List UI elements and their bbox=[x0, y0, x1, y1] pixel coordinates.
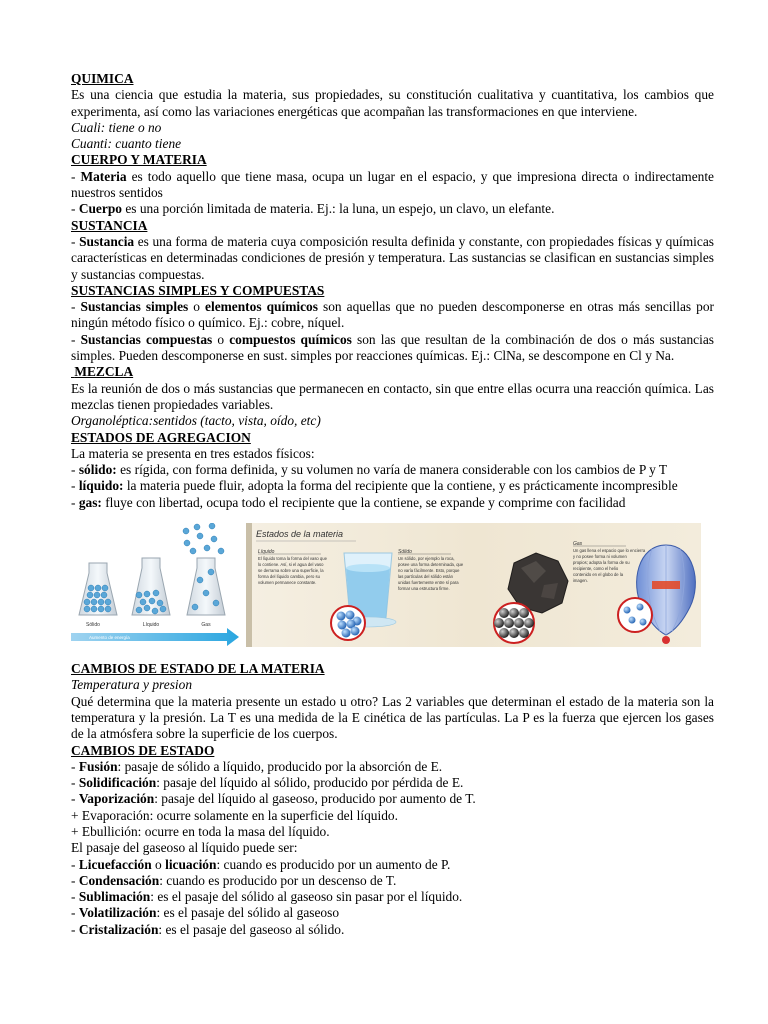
materia-definition: - Materia es todo aquello que tiene masa, ocupa un lugar en el espacio, y que impresiona directa o indirectamente nuestros sentidos bbox=[71, 168, 714, 201]
item-vaporizacion: - Vaporización: pasaje del líquido al gaseoso, producido por aumento de T. bbox=[71, 791, 476, 807]
item-sublimacion: - Sublimación: es el pasaje del sólido al gaseoso sin pasar por el líquido. bbox=[71, 889, 463, 905]
cristalizacion-text: : es el pasaje del gaseoso al sólido. bbox=[158, 921, 345, 937]
term-materia: Materia bbox=[80, 168, 127, 184]
fusion-text: : pasaje de sólido a líquido, producido por la absorción de E. bbox=[117, 758, 443, 774]
gas-molecules-zoom bbox=[618, 598, 652, 632]
liquido-head: Líquido bbox=[258, 549, 275, 556]
estado-liquido: - líquido: la materia puede fluir, adopta la forma del recipiente que la contiene, y es prácticamente incompresible bbox=[71, 478, 678, 494]
gas-line: recipiente, como el helio bbox=[573, 566, 619, 572]
item-condensacion: - Condensación: cuando es producido por un descenso de T. bbox=[71, 872, 397, 888]
organoleptica-note: Organoléptica:sentidos (tacto, vista, oído, etc) bbox=[71, 413, 321, 429]
solido-head: Sólido bbox=[398, 549, 412, 556]
cuanti-note: Cuanti: cuanto tiene bbox=[71, 136, 182, 152]
liquido-line: forma del líquido cambia, pero su bbox=[258, 574, 320, 580]
estado-gas: - gas: fluye con libertad, ocupa todo el recipiente que la contiene, se expande y comprime con facilidad bbox=[71, 494, 626, 510]
solidificacion-text: : pasaje del líquido al sólido, producido por pérdida de E. bbox=[156, 775, 464, 791]
term-sustancias-simples: Sustancias simples bbox=[80, 299, 189, 315]
flasks-illustration bbox=[69, 523, 244, 647]
liquido-molecules-zoom bbox=[331, 606, 365, 640]
flask-liquido bbox=[132, 558, 170, 628]
heading-quimica: QUIMICA bbox=[71, 71, 134, 86]
vaporizacion-text: : pasaje del líquido al gaseoso, producido por aumento de T. bbox=[154, 791, 476, 807]
states-figure-row bbox=[71, 523, 714, 647]
sublimacion-text: : es el pasaje del sólido al gaseoso sin pasar por el líquido. bbox=[150, 889, 463, 905]
estados-materia-illustration bbox=[246, 523, 701, 647]
cuali-note: Cuali: tiene o no bbox=[71, 119, 162, 135]
gas-text: fluye con libertad, ocupa todo el recipiente que la contiene, se expande y comprime con facilidad bbox=[101, 494, 626, 510]
quimica-definition: Es una ciencia que estudia la materia, sus propiedades, su constitución cualitativa y cuantitativa, los cambios que experimenta, así como las variaciones energéticas que acompañan las transformaciones en que interviene. bbox=[71, 87, 714, 119]
heading-sustancia: SUSTANCIA bbox=[71, 217, 148, 233]
materia-text: es todo aquello que tiene masa, ocupa un lugar en el espacio, y que impresiona directa o indirectamente nuestros sentidos bbox=[71, 168, 714, 201]
solido-line: formar una estructura firme. bbox=[398, 586, 450, 592]
liquido-line: lo contiene. Así, si el agua del vaso bbox=[258, 562, 324, 568]
simples-text: son aquellas que no pueden descomponerse en otras más sencillas por ningún método físico o químico. Ej.: cobre, níquel. bbox=[71, 299, 714, 331]
pasaje-gaseoso-liquido: El pasaje del gaseoso al líquido puede ser: bbox=[71, 840, 298, 856]
item-evaporacion: + Evaporación: ocurre solamente en la superficie del líquido. bbox=[71, 807, 398, 823]
item-licuefaccion: - Licuefacción o licuación: cuando es producido por un aumento de P. bbox=[71, 856, 451, 872]
heading-mezcla bbox=[71, 364, 714, 380]
term-gas: gas: bbox=[78, 494, 102, 510]
compuestas-definition: - Sustancias compuestas o compuestos químicos son las que resultan de la combinación de dos o más sustancias simples. Pueden descomponerse en sust. simples por reacciones químicas. Ej.: ClNa, se descompone en Cl y Na. bbox=[71, 331, 714, 364]
term-sustancia: Sustancia bbox=[79, 233, 135, 249]
liquido-line: volumen permanece constante. bbox=[258, 580, 317, 586]
figure-title: Estados de la materia bbox=[256, 529, 344, 540]
heading-cambios-materia: CAMBIOS DE ESTADO DE LA MATERIA bbox=[71, 661, 325, 677]
label-solido: Sólido bbox=[86, 622, 100, 629]
term-compuestos-quimicos: compuestos químicos bbox=[229, 331, 352, 347]
gas-line: Un gas llena el espacio que lo encierra bbox=[573, 548, 646, 554]
term-solido: sólido: bbox=[78, 462, 117, 478]
item-fusion: - Fusión: pasaje de sólido a líquido, producido por la absorción de E. bbox=[71, 758, 443, 774]
solido-line: las partículas del sólido están bbox=[398, 574, 453, 580]
term-solidificacion: Solidificación bbox=[78, 775, 157, 791]
solido-line: no varía fácilmente. Esto, porque bbox=[398, 568, 460, 574]
item-solidificacion: - Solidificación: pasaje del líquido al sólido, producido por pérdida de E. bbox=[71, 775, 464, 791]
item-volatilizacion: - Volatilización: es el pasaje del sólido al gaseoso bbox=[71, 905, 340, 921]
energy-arrow bbox=[71, 628, 239, 646]
mezcla-title: MEZCLA bbox=[74, 364, 134, 380]
gas-line: contenido en el globo de la bbox=[573, 572, 624, 578]
heading-simples-compuestas: SUSTANCIAS SIMPLES Y COMPUESTAS bbox=[71, 282, 325, 298]
term-volatilizacion: Volatilización bbox=[78, 905, 157, 921]
liquido-line: El líquido toma la forma del vaso que bbox=[258, 556, 327, 562]
sustancia-text: es una forma de materia cuya composición resulta definida y constante, con propiedades físicas y químicas características en determinadas condiciones de presión y temperatura. Las sustancias se clasifican en sustancias simples y sustancias compuestas. bbox=[71, 233, 714, 282]
document-page bbox=[71, 71, 714, 938]
term-cristalizacion: Cristalización bbox=[78, 921, 159, 937]
term-vaporizacion: Vaporización bbox=[78, 791, 155, 807]
flask-gas bbox=[183, 523, 225, 628]
term-liquido: líquido: bbox=[78, 478, 124, 494]
cambios-text: Qué determina que la materia presente un estado u otro? Las 2 variables que determinan el estado de la materia son la temperatura y la presión. La T es una medida de la E cinética de las partículas. La P es la fuerza que ejercen los gases de la atmósfera sobre la superficie de los cuerpos. bbox=[71, 693, 714, 742]
sustancia-definition: - Sustancia es una forma de materia cuya composición resulta definida y constante, con propiedades físicas y químicas características en determinadas condiciones de presión y temperatura. Las sustancias se clasifican en sustancias simples y sustancias compuestas. bbox=[71, 233, 714, 282]
liquido-line: se derrama sobre una superficie, la bbox=[258, 568, 324, 574]
arrow-label: Aumento de energía bbox=[89, 635, 130, 641]
estado-solido: - sólido: es rígida, con forma definida, y su volumen no varía de manera considerable con los cambios de P y T bbox=[71, 462, 668, 478]
solido-text: es rígida, con forma definida, y su volumen no varía de manera considerable con los cambios de P y T bbox=[116, 462, 668, 478]
gas-head: Gas bbox=[573, 541, 583, 548]
connector-o: o bbox=[188, 299, 206, 315]
mezcla-definition: Es la reunión de dos o más sustancias que permanecen en contacto, sin que entre ellas ocurra una reacción química. Las mezclas tienen propiedades variables. bbox=[71, 380, 714, 412]
term-licuacion: licuación bbox=[165, 856, 217, 872]
gas-line: imagen. bbox=[573, 578, 588, 584]
heading-cuerpo-materia: CUERPO Y MATERIA bbox=[71, 152, 207, 168]
estados-intro: La materia se presenta en tres estados físicos: bbox=[71, 445, 315, 461]
term-fusion: Fusión bbox=[78, 758, 118, 774]
compuestas-text: son las que resultan de la combinación de dos o más sustancias simples. Pueden descomponerse en sust. simples por reacciones químicas. Ej.: ClNa, se descompone en Cl y Na. bbox=[71, 331, 714, 364]
gas-line: y no posee forma ni volumen bbox=[573, 554, 627, 560]
item-ebullicion: + Ebullición: ocurre en toda la masa del líquido. bbox=[71, 823, 330, 839]
term-condensacion: Condensación bbox=[78, 872, 160, 888]
flask-solido bbox=[79, 563, 117, 628]
solido-line: unidas fuertemente entre sí para bbox=[398, 580, 459, 586]
term-licuefaccion: Licuefacción bbox=[78, 856, 152, 872]
gas-line: propios; adopta la forma de su bbox=[573, 560, 630, 566]
solido-line: Un sólido, por ejemplo la roca, bbox=[398, 556, 455, 562]
label-gas: Gas bbox=[201, 622, 211, 629]
cuerpo-definition: - Cuerpo es una porción limitada de materia. Ej.: la luna, un espejo, un clavo, un elefante. bbox=[71, 201, 555, 217]
cambios-subtitle: Temperatura y presion bbox=[71, 677, 193, 693]
term-sublimacion: Sublimación bbox=[78, 889, 151, 905]
simples-definition: - Sustancias simples o elementos químicos son aquellas que no pueden descomponerse en otras más sencillas por ningún método físico o químico. Ej.: cobre, níquel. bbox=[71, 299, 714, 331]
heading-cambios-estado: CAMBIOS DE ESTADO bbox=[71, 742, 215, 758]
term-cuerpo: Cuerpo bbox=[78, 201, 122, 217]
licuacion-text: : cuando es producido por un aumento de P. bbox=[216, 856, 451, 872]
term-sustancias-compuestas: Sustancias compuestas bbox=[80, 331, 213, 347]
solido-line: posee una forma determinada, que bbox=[398, 562, 464, 568]
heading-estados-agregacion: ESTADOS DE AGREGACION bbox=[71, 429, 251, 445]
liquido-text: la materia puede fluir, adopta la forma del recipiente que la contiene, y es prácticamente incompresible bbox=[123, 478, 678, 494]
cuerpo-text: es una porción limitada de materia. Ej.: la luna, un espejo, un clavo, un elefante. bbox=[121, 201, 555, 217]
volatilizacion-text: : es el pasaje del sólido al gaseoso bbox=[156, 905, 340, 921]
connector-o: o bbox=[151, 856, 166, 872]
item-cristalizacion: - Cristalización: es el pasaje del gaseoso al sólido. bbox=[71, 921, 345, 937]
solido-lattice-zoom bbox=[494, 603, 534, 643]
label-liquido: Líquido bbox=[142, 622, 160, 629]
connector-o: o bbox=[212, 331, 230, 347]
condensacion-text: : cuando es producido por un descenso de T. bbox=[159, 872, 397, 888]
term-elementos-quimicos: elementos químicos bbox=[205, 299, 318, 315]
